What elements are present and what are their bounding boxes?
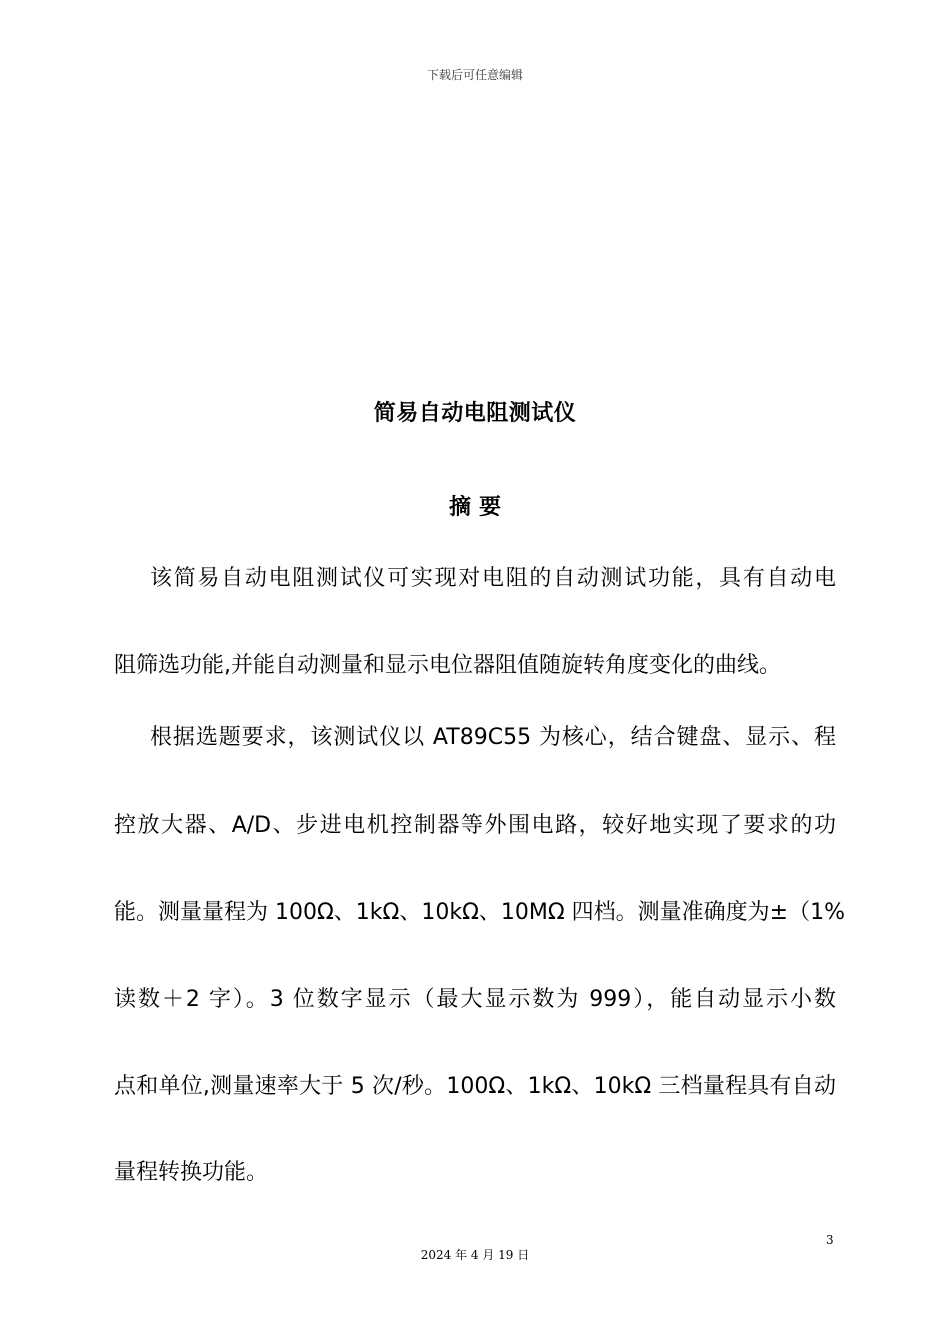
paragraph-line: 能。测量量程为 100Ω、1kΩ、10kΩ、10MΩ 四档。测量准确度为±（1% [114, 900, 846, 925]
header-note: 下载后可任意编辑 [426, 68, 523, 82]
paragraph-line: 控放大器、A/D、步进电机控制器等外围电路，较好地实现了要求的功 [114, 813, 836, 838]
paragraph-line: 点和单位,测量速率大于 5 次/秒。100Ω、1kΩ、10kΩ 三档量程具有自动 [114, 1074, 836, 1099]
page-number: 3 [826, 1233, 834, 1247]
paragraph-line: 该简易自动电阻测试仪可实现对电阻的自动测试功能，具有自动电 [150, 566, 836, 591]
paragraph-line: 读数＋2 字）。3 位数字显示（最大显示数为 999），能自动显示小数 [114, 987, 836, 1012]
paragraph-line: 量程转换功能。 [114, 1160, 269, 1185]
document-title: 简易自动电阻测试仪 [373, 401, 577, 426]
abstract-heading: 摘要 [448, 495, 509, 520]
footer-date: 2024 年 4 月 19 日 [420, 1248, 530, 1262]
paragraph-line: 根据选题要求，该测试仪以 AT89C55 为核心，结合键盘、显示、程 [150, 725, 836, 750]
paragraph-line: 阻筛选功能,并能自动测量和显示电位器阻值随旋转角度变化的曲线。 [114, 653, 781, 678]
